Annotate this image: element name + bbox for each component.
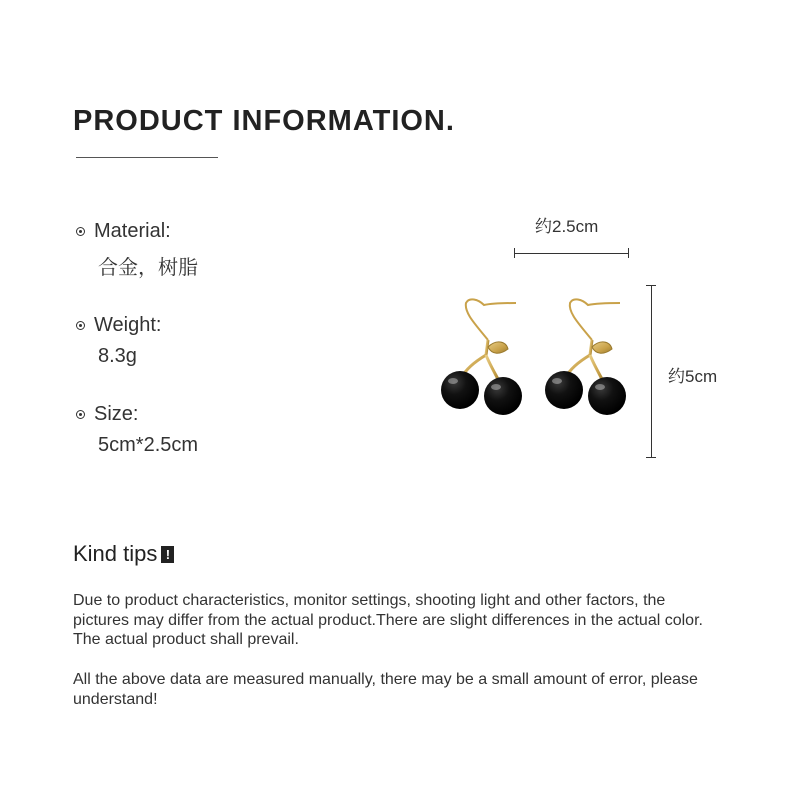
spec-weight [76,314,161,368]
tips-paragraph-1: Due to product characteristics, monitor settings, shooting light and other factors, the pictures may differ from the actual product.There are slight differences in the actual color. The actual product shall prevail. [73,592,703,648]
height-dimension-tick-bottom [646,457,656,458]
spec-material [76,220,198,280]
material-value: 合金，树脂 [98,257,198,279]
exclamation-icon: ! [161,546,174,563]
width-dimension-tick-right [628,248,629,258]
kind-tips-title: Kind tips [73,541,158,566]
page-title: PRODUCT INFORMATION. [73,105,455,137]
kind-tips-heading [73,541,174,567]
tips-paragraph-2: All the above data are measured manually, there may be a small amount of error, please understand! [73,671,698,708]
width-dimension-label: 约2.5cm [535,217,599,236]
circle-dot-icon [76,227,85,236]
left-earring [441,299,522,415]
weight-label: Weight: [94,314,162,336]
size-value: 5cm*2.5cm [98,434,199,456]
right-earring [545,299,626,415]
height-dimension-tick-top [646,285,656,286]
width-dimension-line [514,253,629,254]
height-dimension-label: 约5cm [668,367,718,386]
circle-dot-icon [76,321,85,330]
height-dimension-line [651,285,652,457]
material-label: Material: [94,220,171,242]
width-dimension-tick-left [514,248,515,258]
spec-size [76,403,198,457]
size-label: Size: [94,403,139,425]
weight-value: 8.3g [98,345,137,367]
cherry-earrings-image [436,295,636,425]
circle-dot-icon [76,410,85,419]
title-divider [76,157,218,158]
